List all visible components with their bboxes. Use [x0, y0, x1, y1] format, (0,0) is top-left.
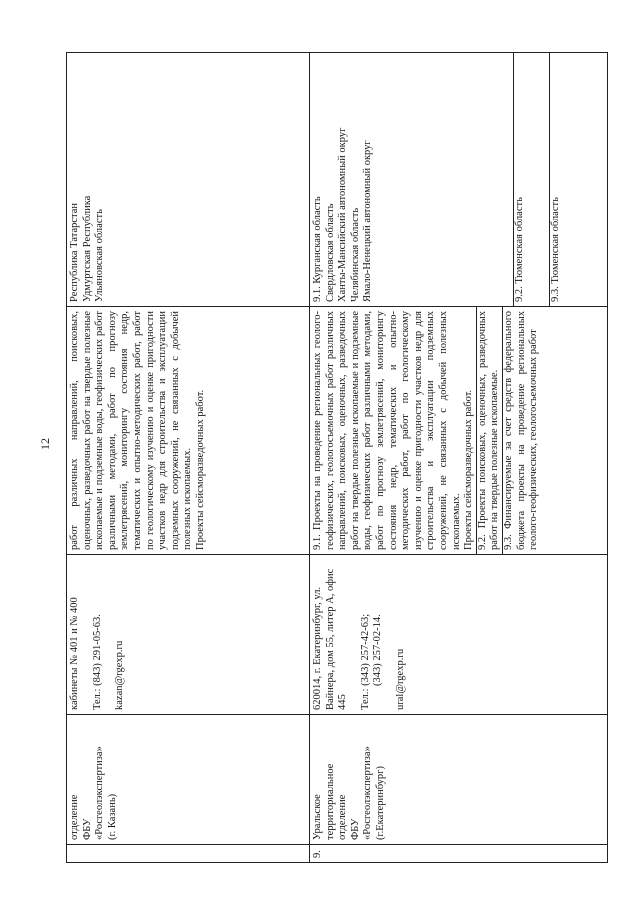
row-number-cell — [67, 845, 310, 863]
address-line: кабинеты № 401 и № 400 — [69, 597, 80, 710]
region-line-9-3: 9.3. Тюменская область — [549, 53, 563, 306]
regions-cell — [310, 53, 608, 307]
address-line: 620014, г. Екатеринбург, ул. Вайнера, дом 55, литер А, офис 445 — [312, 568, 349, 710]
address-cell — [310, 555, 608, 715]
table-row — [67, 53, 310, 863]
regions-cell — [67, 53, 310, 307]
org-line: «Росгеолэкспертиза» — [362, 746, 374, 840]
work-description-9-3: 9.3. Финансируемые за счет средств федерального бюджета проекты на проведение региональных геолого-геофизических, геологосъемочных работ — [502, 307, 541, 554]
org-line: (г. Казань) — [106, 793, 118, 840]
work-description: 9.1. Проекты на проведение региональных геолого-геофизических, геологосъемочных работ различных направлений, поисковых, оценочных, разведочных работ на твердые полезные ископаемые и подземные воды, геофизических работ различными методами, работ по прогнозу землетрясений, мониторингу состояния недр, тематических и опытно-методических работ, работ по геологическому изучению и оценке пригодности участков недр для строительства и эксплуатации подземных сооружений, не связанных с добычей полезных ископаемых. — [312, 311, 462, 550]
org-line: ФБУ — [81, 818, 93, 840]
org-line: отделение — [337, 794, 349, 840]
phone-line: Тел.: (843) 291-05-63. — [91, 614, 103, 710]
works-cell — [310, 307, 608, 555]
phone-line: Тел.: (343) 257-42-63; — [359, 613, 371, 710]
work-description-9-2: 9.2. Проекты поисковых, оценочных, разведочных работ на твердые полезные ископаемые. — [476, 307, 502, 554]
organization-cell — [67, 715, 310, 845]
region-line: Свердловская область — [324, 203, 336, 302]
org-line: ФБУ — [349, 818, 361, 840]
organization-cell — [310, 715, 608, 845]
phone-line: (343) 257-02-14. — [372, 614, 384, 686]
works-cell — [67, 307, 310, 555]
organizations-table — [66, 52, 608, 863]
email-line: kazan@rgexp.ru — [114, 640, 126, 710]
work-description: работ различных направлений, поисковых, оценочных, разведочных работ на твердые полезные ископаемые и подземные воды, геофизических работ различными методами, работ по прогнозу землетрясений, мониторингу состояния недр, тематических и опытно-методических работ, работ по геологическому изучению и оценке пригодности участков недр для строительства и эксплуатации подземных сооружений, не связанных с добычей полезных ископаемых. — [69, 311, 194, 550]
org-line: «Росгеолэкспертиза» — [94, 746, 106, 840]
page-number: 12 — [38, 438, 52, 450]
region-line: Ульяновская область — [94, 209, 106, 302]
region-line: Ямало-Ненецкий автономный округ — [362, 140, 374, 302]
org-line: отделение — [69, 794, 80, 840]
org-line: территориальное — [324, 763, 336, 840]
email-line: ural@rgexp.ru — [394, 648, 406, 710]
region-line-9-2: 9.2. Тюменская область — [513, 53, 527, 306]
address-cell — [67, 555, 310, 715]
region-line: Удмуртская Республика — [81, 195, 93, 302]
rotated-table-wrapper — [66, 53, 608, 863]
org-line: Уральское — [312, 794, 323, 840]
work-description: Проекты сейсморазведочных работ. — [194, 389, 206, 550]
region-line: Челябинская область — [349, 207, 361, 302]
region-line: Ханты-Мансийский автономный округ — [337, 127, 349, 302]
region-line: Республика Татарстан — [69, 202, 80, 302]
region-line: 9.1. Курганская область — [312, 196, 323, 302]
org-line: (г.Екатеринбург) — [374, 766, 386, 840]
work-description: Проекты сейсморазведочных работ. — [463, 389, 475, 550]
table-row — [310, 53, 608, 863]
row-number-cell: 9. — [310, 845, 608, 863]
